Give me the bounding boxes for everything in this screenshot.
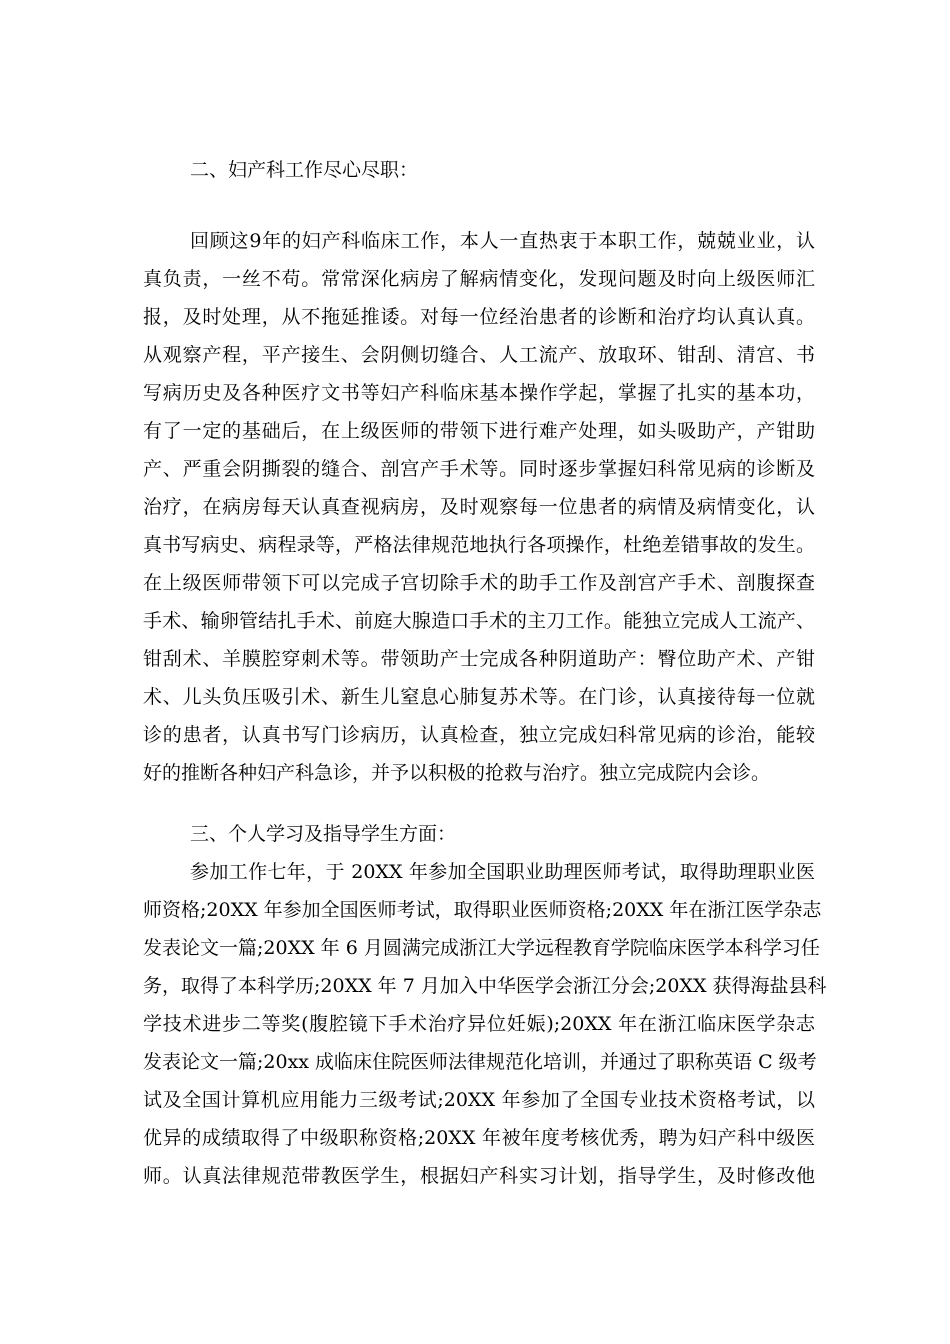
paragraph-line: 发表论文一篇;20XX 年 6 月圆满完成浙江大学远程教育学院临床医学本科学习任 [143, 937, 820, 959]
paragraph-line: 参加工作七年，于 20XX 年参加全国职业助理医师考试，取得助理职业医 [190, 861, 815, 883]
paragraph-line: 师资格;20XX 年参加全国医师考试，取得职业医师资格;20XX 年在浙江医学杂志 [143, 899, 822, 921]
paragraph-line: 钳刮术、羊膜腔穿刺术等。带领助产士完成各种阴道助产：臀位助产术、产钳 [143, 648, 815, 670]
paragraph-line: 优异的成绩取得了中级职称资格;20XX 年被年度考核优秀，聘为妇产科中级医 [143, 1127, 815, 1149]
section-3-paragraph [143, 853, 827, 1195]
paragraph-line: 务，取得了本科学历;20XX 年 7 月加入中华医学会浙江分会;20XX 获得海盐县科 [143, 975, 827, 997]
paragraph-line: 术、儿头负压吸引术、新生儿窒息心肺复苏术等。在门诊，认真接待每一位就 [143, 686, 815, 708]
section-heading-3: 三、个人学习及指导学生方面： [190, 823, 457, 845]
paragraph-line: 报，及时处理，从不拖延推诿。对每一位经治患者的诊断和治疗均认真认真。 [143, 306, 815, 328]
paragraph-line: 写病历史及各种医疗文书等妇产科临床基本操作学起，掌握了扎实的基本功， [143, 382, 815, 404]
paragraph-line: 真书写病史、病程录等，严格法律规范地执行各项操作，杜绝差错事故的发生。 [143, 534, 815, 556]
paragraph-line: 师。认真法律规范带教医学生，根据妇产科实习计划，指导学生，及时修改他 [143, 1165, 815, 1187]
paragraph-line: 手术、输卵管结扎手术、前庭大腺造口手术的主刀工作。能独立完成人工流产、 [143, 610, 815, 632]
paragraph-line: 在上级医师带领下可以完成子宫切除手术的助手工作及剖宫产手术、剖腹探查 [143, 572, 815, 594]
paragraph-line: 产、严重会阴撕裂的缝合、剖宫产手术等。同时逐步掌握妇科常见病的诊断及 [143, 458, 815, 480]
paragraph-line: 真负责，一丝不苟。常常深化病房了解病情变化，发现问题及时向上级医师汇 [143, 268, 815, 290]
paragraph-line: 回顾这9年的妇产科临床工作，本人一直热衷于本职工作，兢兢业业，认 [190, 230, 815, 252]
paragraph-line: 有了一定的基础后，在上级医师的带领下进行难产处理，如头吸助产，产钳助 [143, 420, 815, 442]
section-heading-2: 二、妇产科工作尽心尽职： [190, 159, 419, 181]
paragraph-line: 从观察产程，平产接生、会阴侧切缝合、人工流产、放取环、钳刮、清宫、书 [143, 344, 815, 366]
paragraph-line: 治疗，在病房每天认真查视病房，及时观察每一位患者的病情及病情变化，认 [143, 496, 815, 518]
paragraph-line: 发表论文一篇;20xx 成临床住院医师法律规范化培训，并通过了职称英语 C 级考 [143, 1051, 817, 1073]
paragraph-line: 诊的患者，认真书写门诊病历，认真检查，独立完成妇科常见病的诊治，能较 [143, 724, 815, 746]
paragraph-line: 学技术进步二等奖(腹腔镜下手术治疗异位妊娠);20XX 年在浙江临床医学杂志 [143, 1013, 815, 1035]
paragraph-line: 试及全国计算机应用能力三级考试;20XX 年参加了全国专业技术资格考试，以 [143, 1089, 815, 1111]
section-2-paragraph [143, 222, 815, 792]
paragraph-line: 好的推断各种妇产科急诊，并予以积极的抢救与治疗。独立完成院内会诊。 [143, 762, 771, 784]
